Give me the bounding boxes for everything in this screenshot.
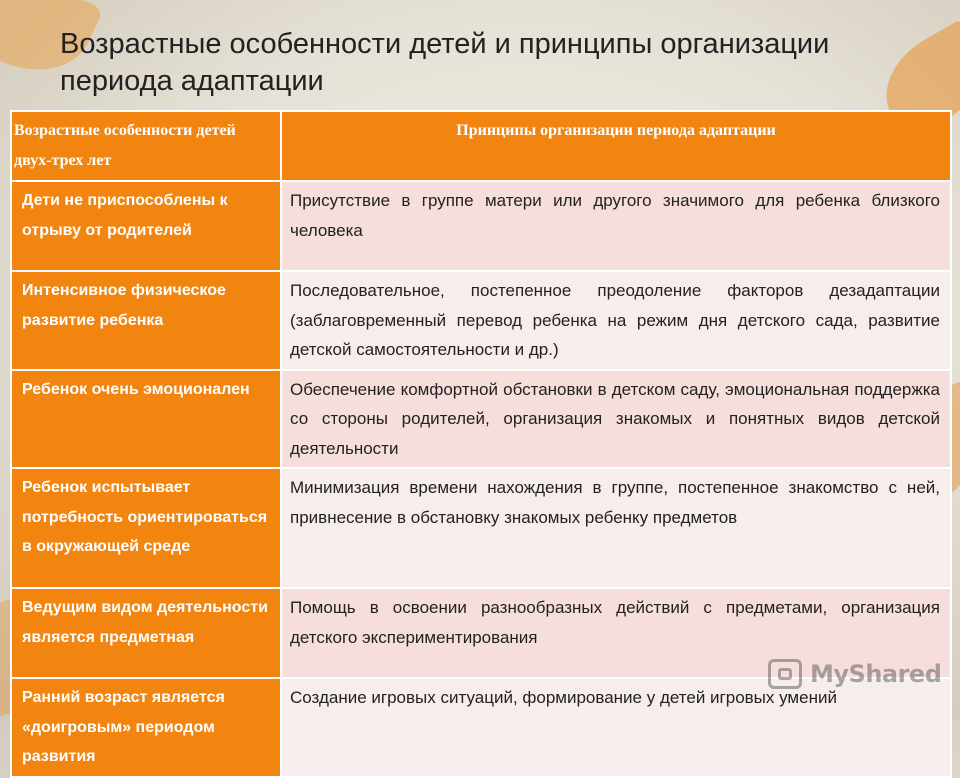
- principle-cell: Присутствие в группе матери или другого значимого для ребенка близкого человека: [281, 181, 951, 271]
- principle-cell: Последовательное, постепенное преодоление факторов дезадаптации (заблаговременный перевод ребенка на режим дня детского сада, развитие детской самостоятельности и др.): [281, 271, 951, 370]
- presentation-icon: [768, 659, 802, 689]
- feature-cell: Ведущим видом деятельности является предметная: [11, 588, 281, 678]
- principle-cell: Помощь в освоении разнообразных действий с предметами, организация детского экспериментирования: [281, 588, 951, 678]
- table-row: [11, 271, 951, 370]
- feature-cell: Ранний возраст является «доигровым» периодом развития: [11, 678, 281, 777]
- feature-cell: Ребенок испытывает потребность ориентироваться в окружающей среде: [11, 468, 281, 588]
- watermark: [768, 656, 941, 692]
- feature-cell: Ребенок очень эмоционален: [11, 370, 281, 469]
- principle-cell: Создание игровых ситуаций, формирование у детей игровых умений: [281, 678, 951, 777]
- feature-cell: Интенсивное физическое развитие ребенка: [11, 271, 281, 370]
- table-row: [11, 181, 951, 271]
- header-principles: Принципы организации периода адаптации: [281, 111, 951, 181]
- watermark-text: MyShared: [810, 660, 942, 688]
- table-row: [11, 468, 951, 588]
- slide-title-line1: Возрастные особенности детей и принципы организации: [60, 28, 830, 60]
- header-age-features: Возрастные особенности детей двух-трех лет: [11, 111, 281, 181]
- feature-cell: Дети не приспособлены к отрыву от родителей: [11, 181, 281, 271]
- principle-cell: Обеспечение комфортной обстановки в детском саду, эмоциональная поддержка со стороны родителей, организация знакомых и понятных видов детской деятельности: [281, 370, 951, 469]
- slide-title-line2: периода адаптации: [60, 65, 324, 97]
- principle-cell: Минимизация времени нахождения в группе, постепенное знакомство с ней, привнесение в обстановку знакомых ребенку предметов: [281, 468, 951, 588]
- table-row: [11, 678, 951, 777]
- slide-title: [60, 26, 920, 100]
- table-row: [11, 370, 951, 469]
